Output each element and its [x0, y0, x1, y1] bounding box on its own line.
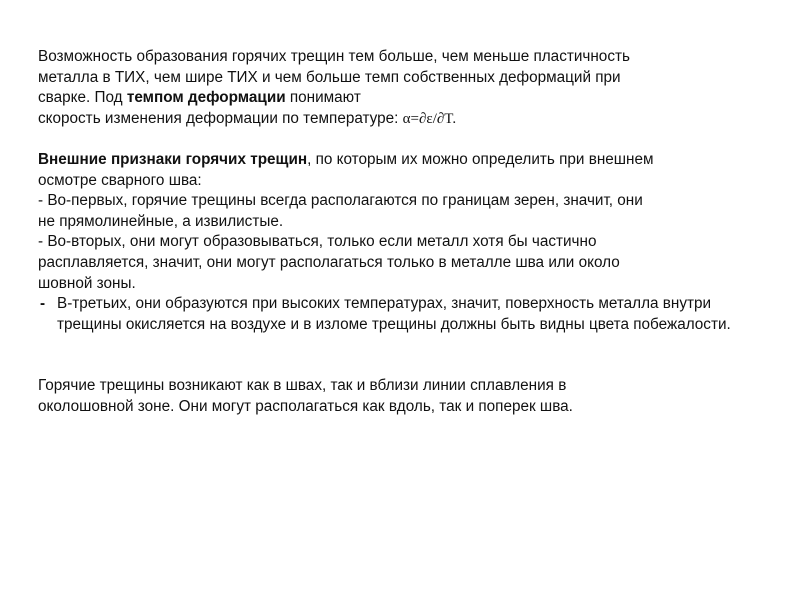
- text-line: - Во-первых, горячие трещины всегда располагаются по границам зерен, значит, они: [38, 192, 643, 210]
- spacer: [38, 335, 768, 376]
- text-span: понимают: [285, 89, 361, 107]
- text-line: не прямолинейные, а извилистые.: [38, 212, 284, 230]
- term-deformation-rate: темпом деформации: [126, 89, 286, 107]
- text-line: Возможность образования горячих трещин тем больше, чем меньше пластичность: [38, 48, 630, 65]
- text-line: шовной зоны.: [38, 274, 136, 292]
- text-line: [38, 88, 768, 109]
- formula: α=∂ε/∂T.: [402, 110, 457, 127]
- heading-external-signs: Внешние признаки горячих трещин: [38, 150, 308, 168]
- spacer: [38, 129, 768, 150]
- paragraph-external-signs: [38, 150, 768, 294]
- text-span: сварке. Под: [38, 89, 127, 107]
- text-line: - Во-вторых, они могут образовываться, только если металл хотя бы частично: [38, 233, 597, 251]
- text-line: Горячие трещины возникают как в швах, так и вблизи линии сплавления в: [38, 377, 567, 395]
- paragraph-location: [38, 376, 768, 417]
- text-span: , по которым их можно определить при внешнем: [307, 150, 654, 168]
- bullet-item-third: [38, 294, 768, 335]
- text-span: скорость изменения деформации по температуре:: [38, 109, 403, 127]
- bullet-text: В-третьих, они образуются при высоких температурах, значит, поверхность металла внутри трещины окисляется на воздухе и в изломе трещины должны быть видны цвета побежалости.: [57, 295, 731, 333]
- text-line: расплавляется, значит, они могут располагаться только в металле шва или около: [38, 253, 620, 271]
- dash-bullet-icon: -: [40, 295, 46, 313]
- text-line: [38, 109, 768, 130]
- paragraph-definition: [38, 47, 768, 129]
- text-line: осмотре сварного шва:: [38, 171, 202, 189]
- text-line: металла в ТИХ, чем шире ТИХ и чем больше темп собственных деформаций при: [38, 68, 621, 86]
- text-line: околошовной зоне. Они могут располагаться как вдоль, так и поперек шва.: [38, 397, 573, 415]
- text-line: [38, 150, 768, 171]
- slide-content: [38, 47, 768, 418]
